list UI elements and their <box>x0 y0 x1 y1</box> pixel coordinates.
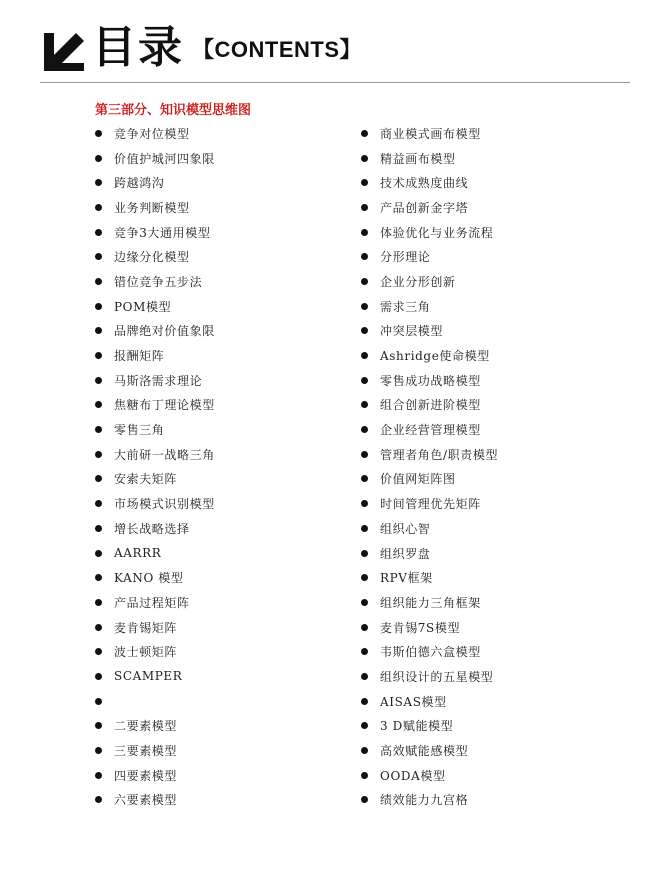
list-item-label: 管理者角色/职责模型 <box>380 447 499 462</box>
list-item-label: Ashridge使命模型 <box>380 349 490 364</box>
bullet-icon <box>95 303 102 310</box>
list-item-label: 麦肯锡矩阵 <box>114 620 178 635</box>
list-item-label: 企业经营管理模型 <box>380 423 481 438</box>
list-item[interactable] <box>95 615 345 640</box>
list-item[interactable] <box>361 244 631 269</box>
list-item[interactable] <box>361 269 631 294</box>
bullet-icon <box>95 475 102 482</box>
list-item-label: OODA模型 <box>380 768 446 783</box>
list-item-label: 二要素模型 <box>114 719 178 734</box>
bullet-icon <box>361 673 368 680</box>
list-item-label: 竞争对位模型 <box>114 126 190 141</box>
list-item-label: KANO 模型 <box>114 571 184 586</box>
bullet-icon <box>361 204 368 211</box>
bullet-icon <box>95 327 102 334</box>
contents-list-right <box>361 121 631 812</box>
list-item-label: AARRR <box>114 546 162 561</box>
list-item[interactable] <box>95 738 345 763</box>
list-item[interactable] <box>95 590 345 615</box>
list-item[interactable] <box>95 788 345 813</box>
list-item-label: 市场模式识别模型 <box>114 497 215 512</box>
list-item[interactable] <box>95 393 345 418</box>
list-item[interactable] <box>95 491 345 516</box>
contents-list-left <box>95 121 345 812</box>
list-item[interactable] <box>361 541 631 566</box>
list-item-label: 错位竞争五步法 <box>114 274 203 289</box>
list-item-label: 安索夫矩阵 <box>114 472 178 487</box>
bullet-icon <box>361 648 368 655</box>
bullet-icon <box>95 278 102 285</box>
bullet-icon <box>95 229 102 236</box>
bullet-icon <box>361 155 368 162</box>
list-item-label: 零售三角 <box>114 423 165 438</box>
bullet-icon <box>95 624 102 631</box>
list-item[interactable] <box>361 565 631 590</box>
list-item-label: 四要素模型 <box>114 768 178 783</box>
list-item[interactable] <box>361 294 631 319</box>
bullet-icon <box>95 525 102 532</box>
bullet-icon <box>95 352 102 359</box>
list-item-label: 品牌绝对价值象限 <box>114 324 215 339</box>
list-item-label: 焦糖布丁理论模型 <box>114 398 215 413</box>
list-item-label: 韦斯伯德六盒模型 <box>380 645 481 660</box>
list-item[interactable] <box>95 417 345 442</box>
list-item[interactable] <box>95 121 345 146</box>
bullet-icon <box>361 303 368 310</box>
list-item-label: 分形理论 <box>380 250 431 265</box>
list-item[interactable] <box>361 664 631 689</box>
list-item[interactable] <box>361 763 631 788</box>
list-item[interactable] <box>361 146 631 171</box>
list-item-label: 时间管理优先矩阵 <box>380 497 481 512</box>
page-header <box>40 18 362 78</box>
list-item-label: 麦肯锡7S模型 <box>380 620 461 635</box>
section-title: 第三部分、知识模型思维图 <box>95 103 252 118</box>
list-item-label: 六要素模型 <box>114 793 178 808</box>
bullet-icon <box>361 451 368 458</box>
list-item-label: 竞争3大通用模型 <box>114 225 211 240</box>
list-item-label: 企业分形创新 <box>380 274 456 289</box>
list-item-label: 马斯洛需求理论 <box>114 373 203 388</box>
list-item[interactable] <box>361 714 631 739</box>
list-item[interactable] <box>95 639 345 664</box>
bullet-icon <box>95 599 102 606</box>
bullet-icon <box>361 500 368 507</box>
bullet-icon <box>361 401 368 408</box>
list-item-label: 冲突层模型 <box>380 324 444 339</box>
list-item-label: 绩效能力九宫格 <box>380 793 469 808</box>
bullet-icon <box>95 155 102 162</box>
list-item-label: 波士顿矩阵 <box>114 645 178 660</box>
list-item-label: 组织设计的五星模型 <box>380 669 494 684</box>
list-item[interactable] <box>361 788 631 813</box>
bullet-icon <box>361 229 368 236</box>
list-item-label: RPV框架 <box>380 571 433 586</box>
bullet-icon <box>361 624 368 631</box>
bullet-icon <box>361 253 368 260</box>
list-item-label: 3 D赋能模型 <box>380 719 454 734</box>
list-item-label: 组合创新进阶模型 <box>380 398 481 413</box>
list-item[interactable] <box>361 590 631 615</box>
bullet-icon <box>361 796 368 803</box>
list-item[interactable] <box>95 565 345 590</box>
bullet-icon <box>361 426 368 433</box>
list-item[interactable] <box>361 467 631 492</box>
list-item[interactable] <box>361 343 631 368</box>
bullet-icon <box>95 451 102 458</box>
bullet-icon <box>95 796 102 803</box>
list-item-label: 商业模式画布模型 <box>380 126 481 141</box>
list-item-label: 组织能力三角框架 <box>380 595 481 610</box>
bullet-icon <box>95 747 102 754</box>
arrow-down-right-icon <box>40 23 90 73</box>
list-item[interactable] <box>361 615 631 640</box>
list-item[interactable] <box>361 639 631 664</box>
bullet-icon <box>95 772 102 779</box>
list-item-label: 产品过程矩阵 <box>114 595 190 610</box>
bullet-icon <box>361 377 368 384</box>
bullet-icon <box>95 204 102 211</box>
bullet-icon <box>95 401 102 408</box>
list-item[interactable] <box>95 220 345 245</box>
list-item-label: 跨越鸿沟 <box>114 176 165 191</box>
list-item[interactable] <box>361 689 631 714</box>
list-item[interactable] <box>95 319 345 344</box>
bullet-icon <box>95 698 102 705</box>
list-item-label: 组织罗盘 <box>380 546 431 561</box>
list-item-label: 大前研一战略三角 <box>114 447 215 462</box>
list-item[interactable] <box>95 689 345 714</box>
bullet-icon <box>361 352 368 359</box>
list-item-label: 体验优化与业务流程 <box>380 225 494 240</box>
list-item[interactable] <box>361 319 631 344</box>
bullet-icon <box>361 772 368 779</box>
list-item[interactable] <box>95 343 345 368</box>
list-item[interactable] <box>95 294 345 319</box>
list-item-label: SCAMPER <box>114 669 183 684</box>
list-item[interactable] <box>361 738 631 763</box>
list-item-label: 高效赋能感模型 <box>380 744 469 759</box>
bullet-icon <box>361 525 368 532</box>
list-item[interactable] <box>361 393 631 418</box>
list-item[interactable] <box>361 368 631 393</box>
bullet-icon <box>361 130 368 137</box>
bullet-icon <box>95 673 102 680</box>
list-item[interactable] <box>95 763 345 788</box>
list-item-label: 业务判断模型 <box>114 200 190 215</box>
bullet-icon <box>361 327 368 334</box>
bullet-icon <box>95 426 102 433</box>
list-item-label: 精益画布模型 <box>380 151 456 166</box>
header-divider <box>40 82 630 83</box>
bullet-icon <box>361 574 368 581</box>
list-item[interactable] <box>95 368 345 393</box>
list-item-label: 价值网矩阵图 <box>380 472 456 487</box>
list-item[interactable] <box>95 541 345 566</box>
bullet-icon <box>95 574 102 581</box>
list-item[interactable] <box>95 714 345 739</box>
bullet-icon <box>361 698 368 705</box>
bullet-icon <box>361 179 368 186</box>
list-item[interactable] <box>95 195 345 220</box>
bullet-icon <box>95 377 102 384</box>
list-item[interactable] <box>361 516 631 541</box>
list-item[interactable] <box>95 269 345 294</box>
bullet-icon <box>95 253 102 260</box>
list-item-label: 组织心智 <box>380 521 431 536</box>
list-item-label: 边缘分化模型 <box>114 250 190 265</box>
list-item-label: 需求三角 <box>380 299 431 314</box>
bullet-icon <box>361 599 368 606</box>
bullet-icon <box>95 550 102 557</box>
bullet-icon <box>361 278 368 285</box>
page-title: 目录 <box>92 22 184 73</box>
list-item-label: 零售成功战略模型 <box>380 373 481 388</box>
list-item[interactable] <box>361 121 631 146</box>
bullet-icon <box>95 722 102 729</box>
bullet-icon <box>95 130 102 137</box>
list-item[interactable] <box>361 220 631 245</box>
list-item[interactable] <box>361 417 631 442</box>
list-item[interactable] <box>361 491 631 516</box>
list-item-label: 增长战略选择 <box>114 521 190 536</box>
bullet-icon <box>95 179 102 186</box>
list-item[interactable] <box>95 244 345 269</box>
list-item[interactable] <box>361 442 631 467</box>
list-item-label: POM模型 <box>114 299 172 314</box>
list-item[interactable] <box>361 195 631 220</box>
bullet-icon <box>361 475 368 482</box>
list-item-label: 三要素模型 <box>114 744 178 759</box>
bullet-icon <box>95 648 102 655</box>
list-item[interactable] <box>361 170 631 195</box>
page-subtitle: 【CONTENTS】 <box>192 36 363 62</box>
list-item[interactable] <box>95 170 345 195</box>
list-item-label: 价值护城河四象限 <box>114 151 215 166</box>
bullet-icon <box>95 500 102 507</box>
list-item[interactable] <box>95 467 345 492</box>
list-item[interactable] <box>95 664 345 689</box>
bullet-icon <box>361 722 368 729</box>
list-item[interactable] <box>95 442 345 467</box>
list-item-label: 产品创新金字塔 <box>380 200 469 215</box>
bullet-icon <box>361 550 368 557</box>
list-item-label: 技术成熟度曲线 <box>380 176 469 191</box>
list-item-label: AISAS模型 <box>380 694 447 709</box>
list-item[interactable] <box>95 516 345 541</box>
list-item[interactable] <box>95 146 345 171</box>
list-item-label: 报酬矩阵 <box>114 349 165 364</box>
bullet-icon <box>361 747 368 754</box>
